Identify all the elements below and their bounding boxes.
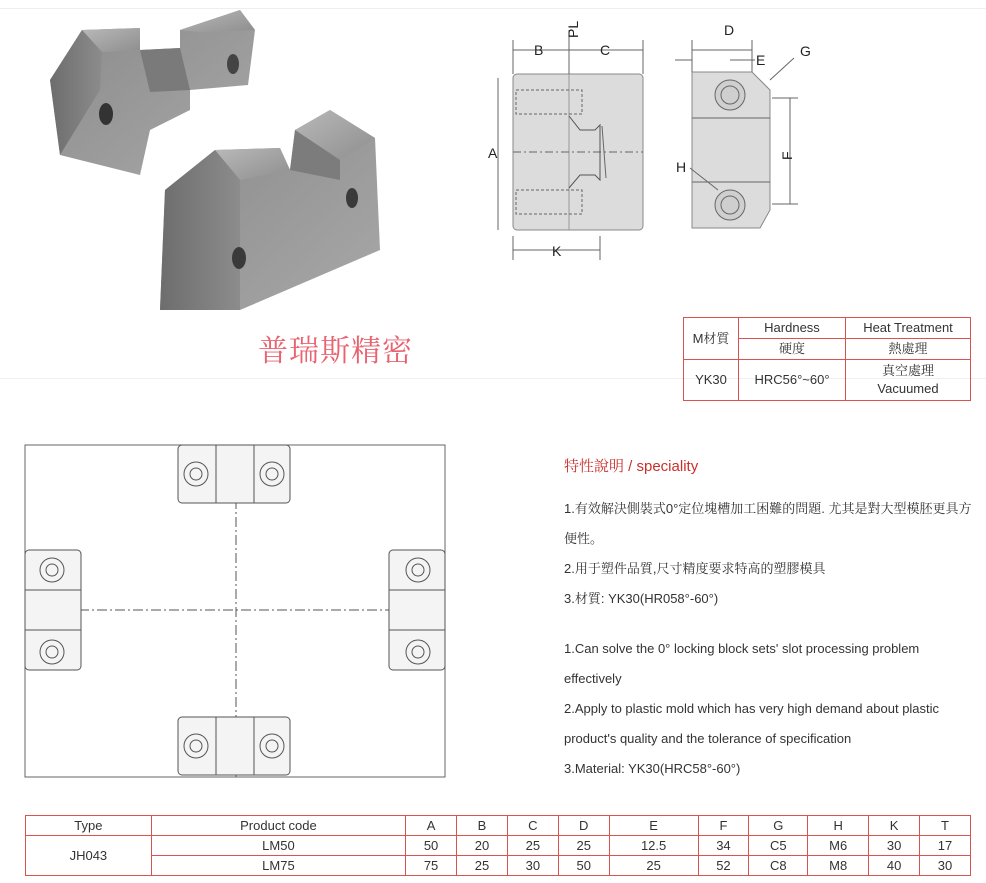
label-pl: PL xyxy=(565,20,581,38)
col-header-type: Type xyxy=(26,816,152,836)
cell: 50 xyxy=(406,836,457,856)
cell: C8 xyxy=(749,856,808,876)
cell: 25 xyxy=(507,836,558,856)
heat-value-en: Vacuumed xyxy=(877,381,939,396)
col-header-product-code: Product code xyxy=(151,816,405,836)
cell: 40 xyxy=(869,856,920,876)
col-header-d: D xyxy=(558,816,609,836)
cell: M6 xyxy=(808,836,869,856)
dims-header-row xyxy=(26,816,971,836)
left-locking-block xyxy=(25,550,81,670)
label-e: E xyxy=(756,52,766,68)
dimensions-table xyxy=(25,815,971,876)
cell: LM50 xyxy=(151,836,405,856)
col-header-f: F xyxy=(698,816,749,836)
heat-value-cn: 真空處理 xyxy=(881,363,934,378)
speciality-en-2: 2.Apply to plastic mold which has very high demand about plastic product's quality and the tolerance of specification xyxy=(564,701,940,746)
technical-drawing xyxy=(480,10,840,265)
hardness-header-en: Hardness xyxy=(739,318,846,339)
table-row xyxy=(26,856,971,876)
cell: 30 xyxy=(869,836,920,856)
speciality-cn-3: 3.材質: YK30(HR058°-60°) xyxy=(564,591,719,606)
mold-plate-drawing xyxy=(24,442,450,782)
label-a: A xyxy=(488,145,498,161)
cell: 30 xyxy=(507,856,558,876)
col-header-e: E xyxy=(609,816,698,836)
speciality-en-3: 3.Material: YK30(HRC58°-60°) xyxy=(564,761,741,776)
product-photo xyxy=(40,10,400,320)
label-d: D xyxy=(724,22,735,38)
cell: LM75 xyxy=(151,856,405,876)
cell: M8 xyxy=(808,856,869,876)
cell: 52 xyxy=(698,856,749,876)
top-locking-block xyxy=(178,445,290,503)
col-header-t: T xyxy=(920,816,971,836)
col-header-h: H xyxy=(808,816,869,836)
heat-header-en: Heat Treatment xyxy=(846,318,971,339)
label-c: C xyxy=(600,42,611,58)
cell: 34 xyxy=(698,836,749,856)
top-divider xyxy=(0,8,986,9)
cell: 25 xyxy=(457,856,508,876)
cell: 17 xyxy=(920,836,971,856)
cell: 25 xyxy=(558,836,609,856)
label-f: F xyxy=(779,151,795,160)
label-h: H xyxy=(676,159,687,175)
label-b: B xyxy=(534,42,544,58)
cell: 25 xyxy=(609,856,698,876)
bottom-locking-block xyxy=(178,717,290,775)
col-header-a: A xyxy=(406,816,457,836)
brand-watermark: 普瑞斯精密 xyxy=(258,334,413,369)
col-header-c: C xyxy=(507,816,558,836)
material-value: YK30 xyxy=(684,360,739,401)
hardness-value: HRC56°~60° xyxy=(739,360,846,401)
cell: 12.5 xyxy=(609,836,698,856)
col-header-g: G xyxy=(749,816,808,836)
cell: 50 xyxy=(558,856,609,876)
lower-block xyxy=(160,110,380,310)
material-header: M材質 xyxy=(684,318,739,360)
col-header-k: K xyxy=(869,816,920,836)
speciality-title: 特性說明 / speciality xyxy=(564,458,699,475)
material-spec-table xyxy=(683,317,971,401)
cell: C5 xyxy=(749,836,808,856)
table-row xyxy=(26,836,971,856)
speciality-en-1: 1.Can solve the 0° locking block sets' slot processing problem effectively xyxy=(564,641,920,686)
cell: 20 xyxy=(457,836,508,856)
heat-header-cn: 熱處理 xyxy=(846,339,971,360)
col-header-b: B xyxy=(457,816,508,836)
heat-value xyxy=(846,360,971,401)
speciality-cn-2: 2.用于塑件品質,尺寸精度要求特高的塑膠模具 xyxy=(564,561,826,576)
speciality-cn-1: 1.有效解決側裝式0°定位塊槽加工困難的問題. 尤其是對大型模胚更具方便性。 xyxy=(564,501,972,546)
cell: 75 xyxy=(406,856,457,876)
cell: 30 xyxy=(920,856,971,876)
right-locking-block xyxy=(389,550,445,670)
label-k: K xyxy=(552,243,562,259)
label-g: G xyxy=(800,43,811,59)
hardness-header-cn: 硬度 xyxy=(739,339,846,360)
type-cell: JH043 xyxy=(26,836,152,876)
